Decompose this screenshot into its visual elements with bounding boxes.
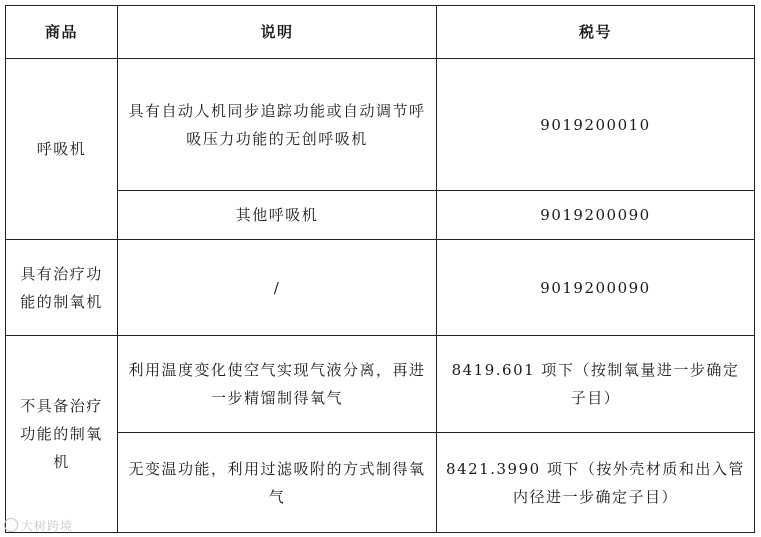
watermark [4, 517, 73, 534]
tax-code-cell: 9019200010 [437, 59, 755, 191]
description-cell: 其他呼吸机 [118, 191, 437, 240]
description-cell: 无变温功能，利用过滤吸附的方式制得氧气 [118, 433, 437, 533]
table-row [6, 59, 755, 191]
header-description: 说明 [118, 6, 437, 59]
table-row [6, 336, 755, 433]
description-cell: 利用温度变化使空气实现气液分离，再进一步精馏制得氧气 [118, 336, 437, 433]
description-cell: / [118, 240, 437, 336]
table-row [6, 240, 755, 336]
tax-code-cell: 8419.601 项下（按制氧量进一步确定子目） [437, 336, 755, 433]
tax-code-cell: 9019200090 [437, 191, 755, 240]
description-cell: 具有自动人机同步追踪功能或自动调节呼吸压力功能的无创呼吸机 [118, 59, 437, 191]
table-row [6, 191, 755, 240]
logo-icon [4, 518, 18, 532]
watermark-text: 大树跨境 [21, 519, 74, 533]
tariff-table [5, 5, 755, 533]
header-product: 商品 [6, 6, 118, 59]
table-row [6, 433, 755, 533]
tax-code-cell: 9019200090 [437, 240, 755, 336]
product-cell: 不具备治疗功能的制氧机 [6, 336, 118, 533]
product-cell: 具有治疗功能的制氧机 [6, 240, 118, 336]
table-header-row [6, 6, 755, 59]
header-tax-code: 税号 [437, 6, 755, 59]
product-cell: 呼吸机 [6, 59, 118, 240]
tax-code-cell: 8421.3990 项下（按外壳材质和出入管内径进一步确定子目） [437, 433, 755, 533]
